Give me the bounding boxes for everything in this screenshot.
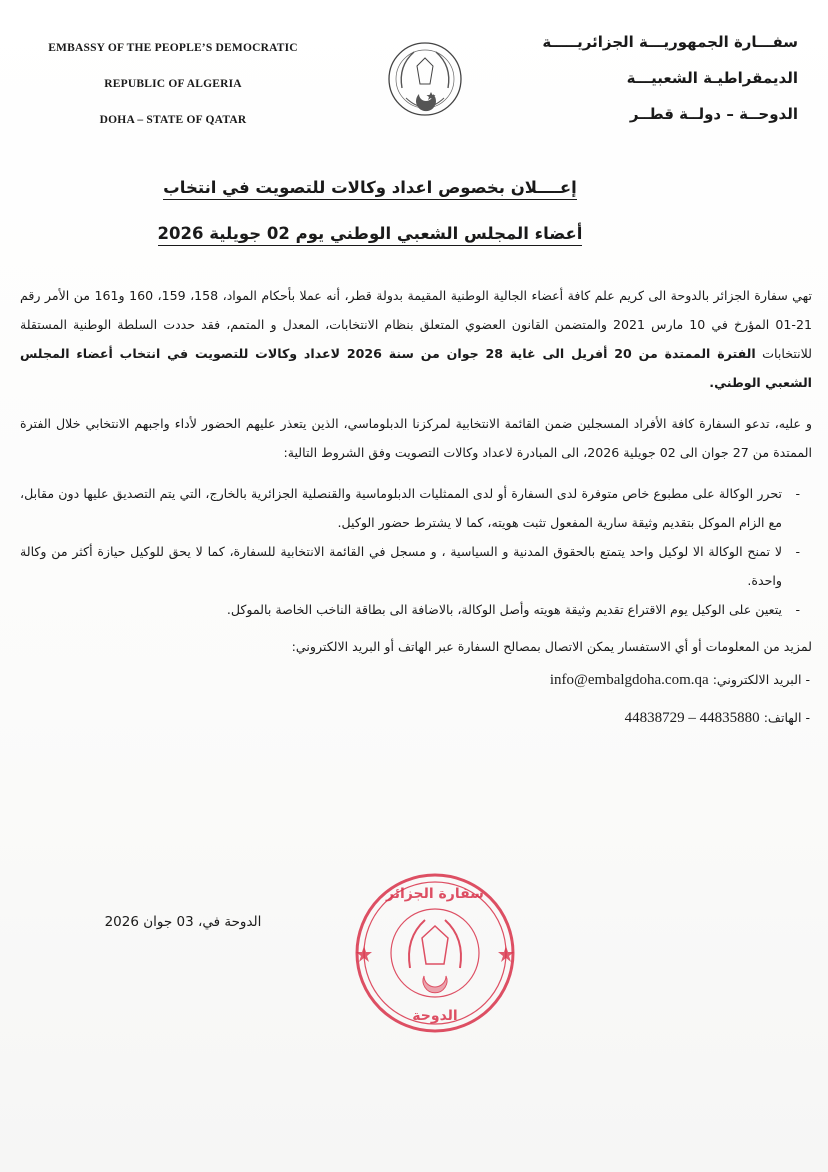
condition-item-3: - يتعين على الوكيل يوم الاقتراع تقديم وثيقة هويته وأصل الوكالة، بالاضافة الى بطاقة الناخب الخاصة بالموكل. [20,595,812,624]
title-line-2-text: أعضاء المجلس الشعبي الوطني يوم 02 جويلية 2026 [158,224,583,246]
invitation-paragraph: و عليه، تدعو السفارة كافة الأفراد المسجلين ضمن القائمة الانتخابية لمركزنا الدبلوماسي، الذين يتعذر عليهم الحضور لأداء واجبهم الانتخابي خلال الفترة الممتدة من 27 جوان الى 02 جويلية 2026، الى المبادرة لاعداد وكالات التصويت وفق الشروط التالية: [20,416,812,460]
arabic-header-line-2: الديمقراطيـة الشعبيـــة [626,69,798,87]
contact-section [20,632,812,737]
phone-numbers: 44838729 – 44835880 [624,710,760,726]
english-header-line-3: DOHA – STATE OF QATAR [99,114,247,126]
phone-label: - الهاتف: [763,710,810,725]
condition-item-2: - لا تمنح الوكالة الا لوكيل واحد يتمتع بالحقوق المدنية و السياسية ، و مسجل في القائمة الانتخابية للسفارة، كما لا يحق للوكيل حيازة أكثر من وكالة واحدة. [20,537,812,595]
english-header-line-2: REPUBLIC OF ALGERIA [104,78,242,90]
conditions-list [20,479,812,624]
announcement-title-line-1 [120,178,620,197]
english-letterhead [18,40,328,148]
arabic-header-line-1: سفـــارة الجمهوريـــة الجزائريـــــة [542,33,798,51]
announcement-title-line-2 [120,224,620,243]
contact-intro: لمزيد من المعلومات أو أي الاستفسار يمكن الاتصال بمصالح السفارة عبر الهاتف أو البريد الالكتروني: [291,639,812,654]
stamp-bottom-text: الدوحة [412,1008,458,1024]
condition-item-1: - تحرر الوكالة على مطبوع خاص متوفرة لدى السفارة أو لدى الممثليات الدبلوماسية والقنصلية الجزائرية بالخارج، التي يتم التصديق عليها دون مقابل، مع الزام الموكل بتقديم وثيقة سارية المفعول تثبت هويته، كما لا يشترط حضور الوكيل. [20,479,812,537]
stamp-top-text: سفارة الجزائر [386,886,484,902]
intro-paragraph [20,281,812,397]
intro-paragraph-text: تهي سفارة الجزائر بالدوحة الى كريم علم كافة أعضاء الجالية الوطنية المقيمة بدولة قطر، أنه عملا بأحكام المواد، 158، 159، 160 و161 من الأمر رقم 21-01 المؤرخ في 10 مارس 2021 والمتضمن القانون العضوي المتعلق بنظام الانتخابات، المعدل و المتمم، فقد حددت السلطة الوطنية المستقلة للانتخابات [20,288,813,361]
announcement-body [20,281,812,737]
english-header-line-1: EMBASSY OF THE PEOPLE’S DEMOCRATIC [48,42,298,54]
email-row [20,661,812,699]
phone-row [20,699,812,737]
intro-paragraph-bold-text: الفترة الممتدة من 20 أفريل الى غاية 28 جوان من سنة 2026 لاعداد وكالات للتصويت في انتخاب أعضاء المجلس الشعبي الوطني. [20,346,812,390]
arabic-letterhead [508,32,798,140]
arabic-header-line-3: الدوحــة – دولــة قطــر [629,105,798,123]
algeria-emblem-icon [386,36,464,122]
email-link[interactable]: info@embalgdoha.com.qa [549,672,709,688]
document-date: الدوحة في، 03 جوان 2026 [104,914,262,930]
title-line-1-text: إعــــلان بخصوص اعداد وكالات للتصويت في انتخاب [163,178,577,200]
email-label: - البريد الالكتروني: [712,672,810,687]
embassy-stamp-icon [350,868,520,1038]
